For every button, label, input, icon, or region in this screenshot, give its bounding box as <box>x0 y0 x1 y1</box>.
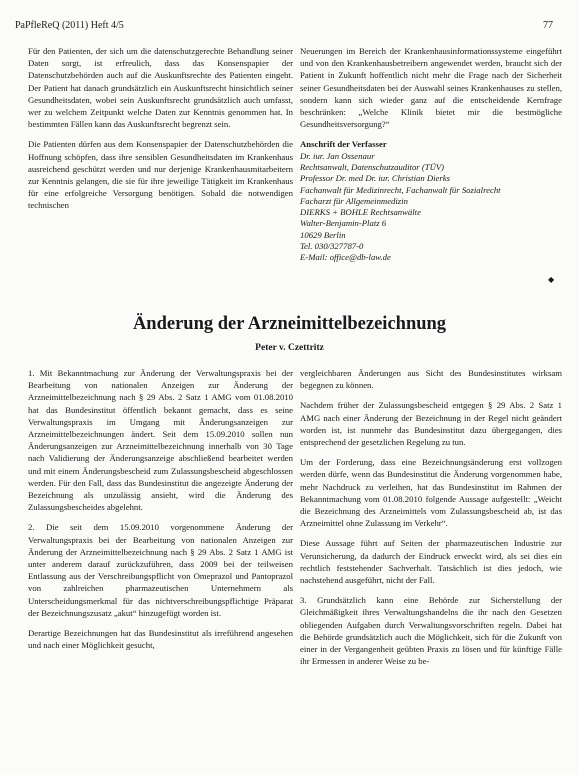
journal-citation: PaPfleReQ (2011) Heft 4/5 <box>15 20 124 31</box>
address-line: 10629 Berlin <box>300 229 346 240</box>
address-line: Tel. 030/327787-0 <box>300 241 364 251</box>
address-line: Dr. iur. Jan Ossenaur <box>300 150 375 161</box>
paragraph: vergleichbaren Änderungen aus Sicht des Bundesinstitutes wirksam begegnen zu können. <box>300 368 562 391</box>
paragraph: Die Patienten dürfen aus dem Konsenspapier der Datenschutzbehörden die Hoffnung schöpfen, dass ihre sensiblen Gesundheitsdaten im Krankenhaus ausreichend geschützt werden und nur derjenige Krankenhausmitarbeitern zur Kenntnis gelangen, die sie für ihre jeweilige Tätigkeit im Krankenhaus für eine erfolgreiche Versorgung benötigen. Sobald die notwendigen technischen <box>28 139 293 211</box>
paragraph: Für den Patienten, der sich um die datenschutzgerechte Behandlung seiner Daten sorgt, ist erfreulich, dass das Konsenspapier der Datenschutzbehörden auch auf die Auskunftsrechte des Patienten eingeht. Der Patient hat danach grundsätzlich ein Auskunftsrecht hinsichtlich seiner Gesundheitsdaten, wobei sein Auskunftsrecht grundsätzlich auch umfasst, wer zu welchem Zeitpunkt welche Daten zur Kenntnis genommen hat. In bestimmten Fällen kann das Auskunftsrecht begrenzt sein. <box>28 46 293 130</box>
address-line: Fachanwalt für Medizinrecht, Fachanwalt für Sozialrecht <box>300 184 501 195</box>
address-line: Walter-Benjamin-Platz 6 <box>300 218 387 229</box>
address-heading: Anschrift der Verfasser <box>300 139 387 150</box>
paragraph: 3. Grundsätzlich kann eine Behörde zur Sicherstellung der Gleichmäßigkeit ihres Verwaltungshandelns die ihr nach den Gesetzen obliegenden Aufgaben durch Verwaltungsvorschriften regeln. Dabei hat die Behörde grundsätzlich auch die Möglichkeit, sich für die Zukunft von einer in der Vergangenheit geübten Praxis zu lösen und für künftige Fälle ihr Ermessen in anderer Weise zu be- <box>300 595 562 667</box>
end-mark-icon: ◆ <box>548 275 555 284</box>
bottom-left-column <box>28 367 293 659</box>
email-link[interactable]: E-Mail: office@db-law.de <box>300 252 391 263</box>
paragraph: Derartige Bezeichnungen hat das Bundesinstitut als irreführend angesehen und nach einer Möglichkeit gesucht, <box>28 628 293 651</box>
address-line: Professor Dr. med Dr. iur. Christian Dierks <box>300 173 451 184</box>
address-line: DIERKS + BOHLE Rechtsanwälte <box>300 207 421 218</box>
paragraph: 1. Mit Bekanntmachung zur Änderung der Verwaltungspraxis bei der Bearbeitung von nationalen Anzeigen zur Änderung der Arzneimittelbezeichnung nach § 29 Abs. 2 Satz 1 AMG vom 01.08.2010 hat das Bundesinstitut öffentlich bekannt gemacht, dass es seine Verwaltungspraxis im Umgang mit Änderungsanzeigen zur Arzneimittelbezeichnungen ändert. Seit dem 15.09.2010 sollen nun Änderungsanzeigen zur Arzneimittelbezeichnung innerhalb von 30 Tage nach Validierung der Änderungsanzeige abschließend bearbeitet werden und mit einem Änderungsbescheid zum Zulassungsbescheid abgeschlossen werden. Für den Fall, dass das Bundesinstitut die angezeigte Änderung der Bezeichnung als unzulässig ansieht, wird die Änderung des Zulassungsbescheides abgelehnt. <box>28 368 293 513</box>
article-title: Änderung der Arzneimittelbezeichnung <box>132 314 447 334</box>
address-line: Rechtsanwalt, Datenschutzauditor (TÜV) <box>300 161 445 172</box>
paragraph: Neuerungen im Bereich der Krankenhausinformationssysteme eingeführt und von den Krankenhausbetreibern angewendet werden, braucht sich der Patient in Zukunft hoffentlich nicht mehr die Frage nach der Sicherheit seiner Gesundheitsdaten bei der Auswahl seines Krankenhauses zu stellen, sondern kann sich wieder ganz auf die entscheidende Kernfrage beschränken: „Welche Klinik bietet mir die bestmögliche Gesundheitsversorgung?“ <box>300 46 562 130</box>
author-address <box>300 151 562 264</box>
page-header <box>15 20 553 31</box>
bottom-right-column <box>300 367 562 675</box>
top-left-column <box>28 45 293 220</box>
paragraph: Diese Aussage führt auf Seiten der pharmazeutischen Industrie zur Verunsicherung, da dadurch der Eindruck erweckt wird, als sei dies ein rechtlich feststehender Sachverhalt. Tatsächlich ist dies jedoch, wie nachstehend ausgeführt, nicht der Fall. <box>300 538 562 586</box>
paragraph: 2. Die seit dem 15.09.2010 vorgenommene Änderung der Verwaltungspraxis bei der Bearbeitung von nationalen Anzeigen zur Änderung der Arzneimittelbezeichnung nach § 29 Abs. 2 Satz 1 AMG ist unter anderem darauf zurückzuführen, dass 2009 bei der teilweisen Entlassung aus der Verschreibungspflicht von Omeprazol und Pantoprazol von zahlreichen pharmazeutischen Unternehmern als Unterscheidungsmerkmal für das nichtverschreibungspflichtige Präparat der Bezeichnungszusatz „akut“ hinzugefügt worden ist. <box>28 522 293 618</box>
address-line: Facharzt für Allgemeinmedizin <box>300 195 408 206</box>
article-author: Peter v. Czettritz <box>255 343 324 353</box>
page-number: 77 <box>543 20 553 31</box>
paragraph: Nachdem früher der Zulassungsbescheid entgegen § 29 Abs. 2 Satz 1 AMG nach einer Änderung der Bezeichnung in der Regel nicht geändert worden ist, ist nunmehr das Bundesinstitut dazu übergegangen, dies entsprechend der gesetzlichen Regelung zu tun. <box>300 400 562 448</box>
paragraph: Um der Forderung, dass eine Bezeichnungsänderung erst vollzogen werden dürfe, wenn das Bundesinstitut die Änderung vorgenommen habe, mehr Nachdruck zu verleihen, hat das Bundesinstitut im Rahmen der Bekanntmachung vom 01.08.2010 folgende Aussage aufgestellt: „Weicht die Bezeichnung des Arzneimittels vom Zulassungsbescheid ab, ist das Arzneimittel ohne Zulassung im Verkehr“. <box>300 457 562 529</box>
top-right-column <box>300 45 562 264</box>
